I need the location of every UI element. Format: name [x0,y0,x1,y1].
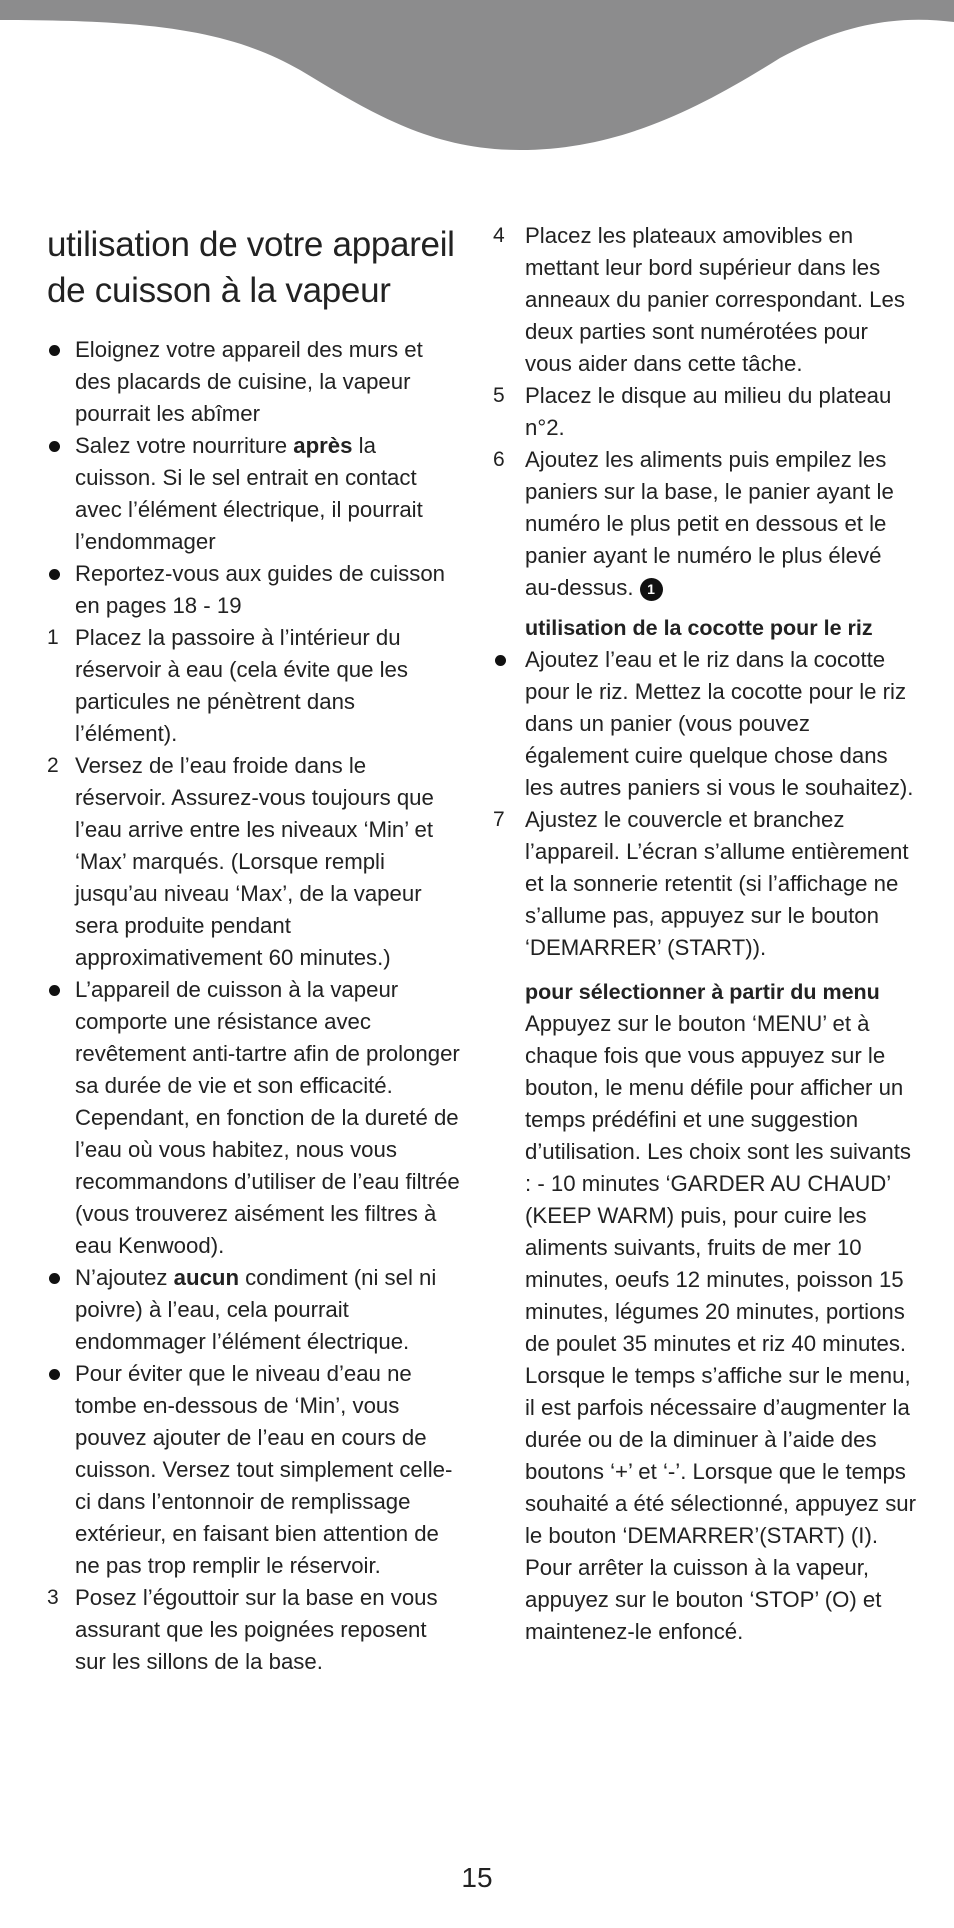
list-item: Ajoutez l’eau et le riz dans la cocotte pour le riz. Mettez la cocotte pour le riz dans un panier (vous pouvez également cuire quelque chose dans les autres paniers si vous le souhaitez). [493,644,919,804]
step-number: 6 [493,448,505,471]
list-item: N’ajoutez aucun condiment (ni sel ni poivre) à l’eau, cela pourrait endommager l’élément électrique. [47,1262,463,1358]
step-item: 3 Posez l’égouttoir sur la base en vous assurant que les poignées reposent sur les sillons de la base. [47,1582,463,1678]
step-item: 4 Placez les plateaux amovibles en mettant leur bord supérieur dans les anneaux du panier correspondant. Les deux parties sont numérotées pour vous aider dans cette tâche. [493,220,919,380]
bullet-icon [49,345,60,356]
figure-reference-badge: 1 [640,578,663,601]
section-heading-menu: pour sélectionner à partir du menu [525,980,880,1004]
bullet-icon [49,985,60,996]
emphasis-text: aucun [173,1265,240,1290]
step-number: 3 [47,1586,59,1609]
list-item: Reportez-vous aux guides de cuisson en pages 18 - 19 [47,558,463,622]
bullet-icon [49,569,60,580]
bullet-icon [49,1273,60,1284]
step-item: 7 Ajustez le couvercle et branchez l’appareil. L’écran s’allume entièrement et la sonnerie retentit (si l’affichage ne s’allume pas, appuyez sur le bouton ‘DEMARRER’ (START)). [493,804,919,964]
emphasis-text: après [293,433,353,458]
section-heading-rice: utilisation de la cocotte pour le riz [525,616,873,640]
step-item: 2 Versez de l’eau froide dans le réservoir. Assurez-vous toujours que l’eau arrive entre les niveaux ‘Min’ et ‘Max’ marqués. (Lorsque rempli jusqu’au niveau ‘Max’, de la vapeur sera produite pendant approximativement 60 minutes.) [47,750,463,974]
step-number: 7 [493,808,505,831]
list-item: L’appareil de cuisson à la vapeur comporte une résistance avec revêtement anti-tartre afin de prolonger sa durée de vie et son efficacité. Cependant, en fonction de la dureté de l’eau où vous habitez, nous vous recommandons d’utiliser de l’eau filtrée (vous trouverez aisément les filtres à eau Kenwood). [47,974,463,1262]
menu-paragraph: Appuyez sur le bouton ‘MENU’ et à chaque fois que vous appuyez sur le bouton, le menu défile pour afficher un temps prédéfini et une suggestion d’utilisation. Les choix sont les suivants : - 10 minutes ‘GARDER AU CHAUD’ (KEEP WARM) puis, pour cuire les aliments suivants, fruits de mer 10 minutes, oeufs 12 minutes, poisson 15 minutes, légumes 20 minutes, portions de poulet 35 minutes et riz 40 minutes. Lorsque le temps s’affiche sur le menu, il est parfois nécessaire d’augmenter la durée ou de la diminuer à l’aide des boutons ‘+’ et ‘-’. Lorsque que le temps souhaité a été sélectionné, appuyez sur le bouton ‘DEMARRER’(START) (I). Pour arrêter la cuisson à la vapeur, appuyez sur le bouton ‘STOP’ (O) et maintenez-le enfoncé. [525,1011,917,1644]
step-item: 6 Ajoutez les aliments puis empilez les paniers sur la base, le panier ayant le numéro le plus petit en dessous et le panier ayant le numéro le plus élevé au-dessus. 1 [493,444,919,604]
bullet-icon [495,655,506,666]
step-number: 4 [493,224,505,247]
bullet-icon [49,1369,60,1380]
page-number: 15 [461,1862,493,1893]
right-column [493,220,919,1648]
list-item: Pour éviter que le niveau d’eau ne tombe en-dessous de ‘Min’, vous pouvez ajouter de l’eau en cours de cuisson. Versez tout simplement celle- ci dans l’entonnoir de remplissage extérieur, en faisant bien attention de ne pas trop remplir le réservoir. [47,1358,463,1582]
step-number: 2 [47,754,59,777]
step-number: 5 [493,384,505,407]
step-item: 1 Placez la passoire à l’intérieur du réservoir à eau (cela évite que les particules ne pénètrent dans l’élément). [47,622,463,750]
step-item: 5 Placez le disque au milieu du plateau n°2. [493,380,919,444]
list-item: Eloignez votre appareil des murs et des placards de cuisine, la vapeur pourrait les abîmer [47,334,463,430]
list-item: Salez votre nourriture après la cuisson. Si le sel entrait en contact avec l’élément électrique, il pourrait l’endommager [47,430,463,558]
header-wave-shape [0,0,954,150]
step-number: 1 [47,626,59,649]
bullet-icon [49,441,60,452]
header-wave-decoration [0,0,954,160]
left-column [47,212,463,1678]
page-title: utilisation de votre appareil de cuisson à la vapeur [47,225,455,310]
